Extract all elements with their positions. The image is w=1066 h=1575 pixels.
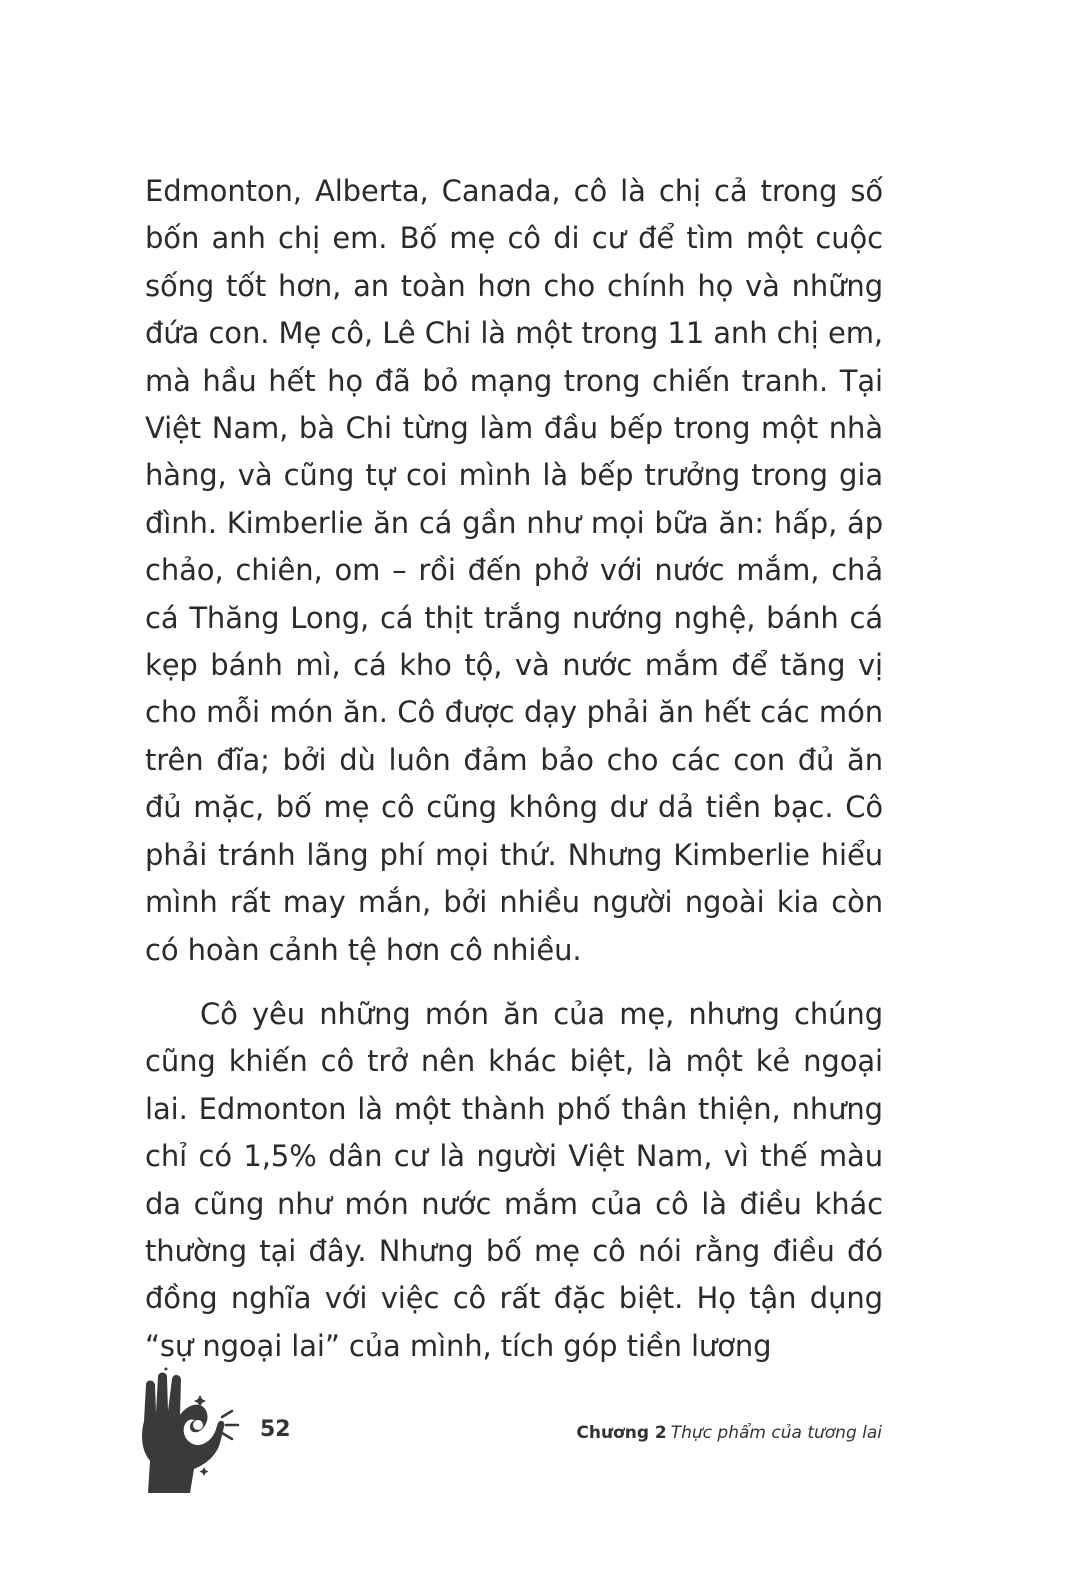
page-number: 52: [260, 1417, 291, 1442]
paragraph-1: Edmonton, Alberta, Canada, cô là chị cả trong số bốn anh chị em. Bố mẹ cô di cư để tìm một cuộc sống tốt hơn, an toàn hơn cho chính họ và những đứa con. Mẹ cô, Lê Chi là một trong 11 anh chị em, mà hầu hết họ đã bỏ mạng trong chiến tranh. Tại Việt Nam, bà Chi từng làm đầu bếp trong một nhà hàng, và cũng tự coi mình là bếp trưởng trong gia đình. Kimberlie ăn cá gần như mọi bữa ăn: hấp, áp chảo, chiên, om – rồi đến phở với nước mắm, chả cá Thăng Long, cá thịt trắng nướng nghệ, bánh cá kẹp bánh mì, cá kho tộ, và nước mắm để tăng vị cho mỗi món ăn. Cô được dạy phải ăn hết các món trên đĩa; bởi dù luôn đảm bảo cho các con đủ ăn đủ mặc, bố mẹ cô cũng không dư dả tiền bạc. Cô phải tránh lãng phí mọi thứ. Nhưng Kimberlie hiểu mình rất may mắn, bởi nhiều người ngoài kia còn có hoàn cảnh tệ hơn cô nhiều.: [145, 174, 883, 967]
page-body: [145, 168, 883, 1370]
chapter-running-head: [576, 1423, 882, 1443]
chapter-label: Chương 2: [576, 1423, 667, 1443]
paragraph-2: Cô yêu những món ăn của mẹ, nhưng chúng cũng khiến cô trở nên khác biệt, là một kẻ ngoại lai. Edmonton là một thành phố thân thiện, nhưng chỉ có 1,5% dân cư là người Việt Nam, vì thế màu da cũng như món nước mắm của cô là điều khác thường tại đây. Nhưng bố mẹ cô nói rằng điều đó đồng nghĩa với việc cô rất đặc biệt. Họ tận dụng “sự ngoại lai” của mình, tích góp tiền lương: [145, 996, 883, 1363]
chapter-title: Thực phẩm của tương lai: [670, 1423, 882, 1443]
hand-snap-icon: [128, 1365, 258, 1493]
